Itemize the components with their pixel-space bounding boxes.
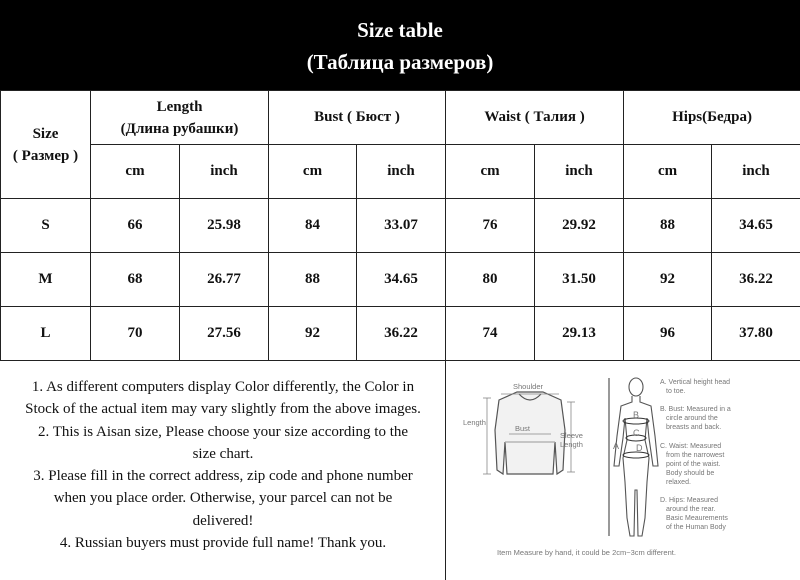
note-line: size chart.	[192, 445, 254, 462]
table-cell: 84	[269, 199, 357, 253]
bust-label: Bust	[515, 424, 531, 433]
header-banner	[0, 0, 800, 90]
legend-line: of the Human Body	[666, 524, 726, 531]
unit-header: inch	[357, 145, 446, 199]
size-table	[0, 90, 800, 361]
legend-line: circle around the	[666, 415, 718, 422]
legend-line: Body should be	[666, 470, 715, 477]
length-header-label-ru: (Длина рубашки)	[120, 120, 239, 137]
note-line: 2. This is Aisan size, Please choose your size according to the	[37, 423, 409, 440]
notes-panel	[0, 358, 446, 580]
table-cell: 34.65	[712, 199, 800, 253]
chart-title: Size table	[357, 18, 443, 42]
legend-line: Basic Meaurements	[666, 515, 728, 522]
legend-line: C. Waist: Measured	[660, 443, 722, 450]
sleeve-label: Sleeve	[560, 431, 583, 440]
measurement-illustration	[447, 358, 800, 580]
table-cell: 36.22	[712, 253, 800, 307]
table-cell: 70	[91, 307, 180, 361]
unit-header: inch	[180, 145, 269, 199]
note-line: 4. Russian buyers must provide full name! Thank you.	[59, 535, 387, 552]
waist-header: Waist ( Талия )	[446, 91, 624, 145]
length-header-label: Length	[156, 98, 203, 115]
bust-header: Bust ( Бюст )	[269, 91, 446, 145]
table-cell: 96	[624, 307, 712, 361]
table-cell: 92	[624, 253, 712, 307]
size-cell: L	[1, 307, 91, 361]
note-line: 3. Please fill in the correct address, zip code and phone number	[33, 468, 413, 485]
unit-header: cm	[624, 145, 712, 199]
note-line: 1. As different computers display Color differently, the Color in	[31, 379, 415, 395]
table-cell: 68	[91, 253, 180, 307]
measure-footnote: Item Measure by hand, it could be 2cm~3cm different.	[497, 548, 676, 557]
table-cell: 92	[269, 307, 357, 361]
table-cell: 31.50	[535, 253, 624, 307]
body-letter-a: A	[613, 441, 620, 451]
measurement-figure	[447, 358, 800, 580]
legend-line: point of the waist.	[666, 461, 721, 468]
garment-icon	[495, 392, 565, 474]
table-cell: 26.77	[180, 253, 269, 307]
legend-line: to toe.	[666, 388, 686, 395]
chart-subtitle: (Таблица размеров)	[306, 50, 494, 74]
legend-line: B. Bust: Measured in a	[660, 406, 731, 413]
table-cell: 29.13	[535, 307, 624, 361]
body-figure-icon	[614, 378, 658, 536]
table-cell: 88	[269, 253, 357, 307]
table-cell: 66	[91, 199, 180, 253]
note-line: when you place order. Otherwise, your parcel can not be	[53, 490, 393, 507]
table-cell: 76	[446, 199, 535, 253]
table-cell: 27.56	[180, 307, 269, 361]
unit-header: cm	[91, 145, 180, 199]
legend-line: relaxed.	[666, 479, 691, 486]
hips-header: Hips(Бедра)	[624, 91, 800, 145]
table-cell: 88	[624, 199, 712, 253]
table-cell: 36.22	[357, 307, 446, 361]
size-header-label-ru: ( Размер )	[12, 147, 79, 164]
table-cell: 74	[446, 307, 535, 361]
size-header-cell	[1, 91, 91, 199]
measurement-legend	[660, 379, 731, 531]
size-cell: S	[1, 199, 91, 253]
unit-header: cm	[269, 145, 357, 199]
legend-line: breasts and back.	[666, 424, 722, 431]
unit-header: inch	[712, 145, 800, 199]
unit-header: inch	[535, 145, 624, 199]
shoulder-label: Shoulder	[513, 382, 544, 391]
table-row	[1, 199, 800, 253]
legend-line: A. Vertical height head	[660, 379, 731, 386]
length-header	[91, 91, 269, 145]
body-letter-c: C	[633, 428, 640, 438]
legend-line: from the narrowest	[666, 452, 725, 459]
table-cell: 25.98	[180, 199, 269, 253]
table-cell: 33.07	[357, 199, 446, 253]
table-row	[1, 307, 800, 361]
length-label: Length	[463, 418, 486, 427]
note-line: delivered!	[192, 512, 254, 529]
table-cell: 29.92	[535, 199, 624, 253]
unit-header: cm	[446, 145, 535, 199]
body-letter-d: D	[636, 443, 643, 453]
legend-line: around the rear.	[666, 506, 716, 513]
size-header-label: Size	[32, 125, 59, 142]
table-cell: 37.80	[712, 307, 800, 361]
body-letter-b: B	[633, 410, 640, 420]
table-cell: 80	[446, 253, 535, 307]
size-cell: M	[1, 253, 91, 307]
table-row	[1, 253, 800, 307]
legend-line: D. Hips: Measured	[660, 497, 718, 504]
note-line: Stock of the actual item may vary slightly from the above images.	[25, 401, 421, 418]
sleeve-label-2: Length	[560, 440, 583, 449]
table-cell: 34.65	[357, 253, 446, 307]
